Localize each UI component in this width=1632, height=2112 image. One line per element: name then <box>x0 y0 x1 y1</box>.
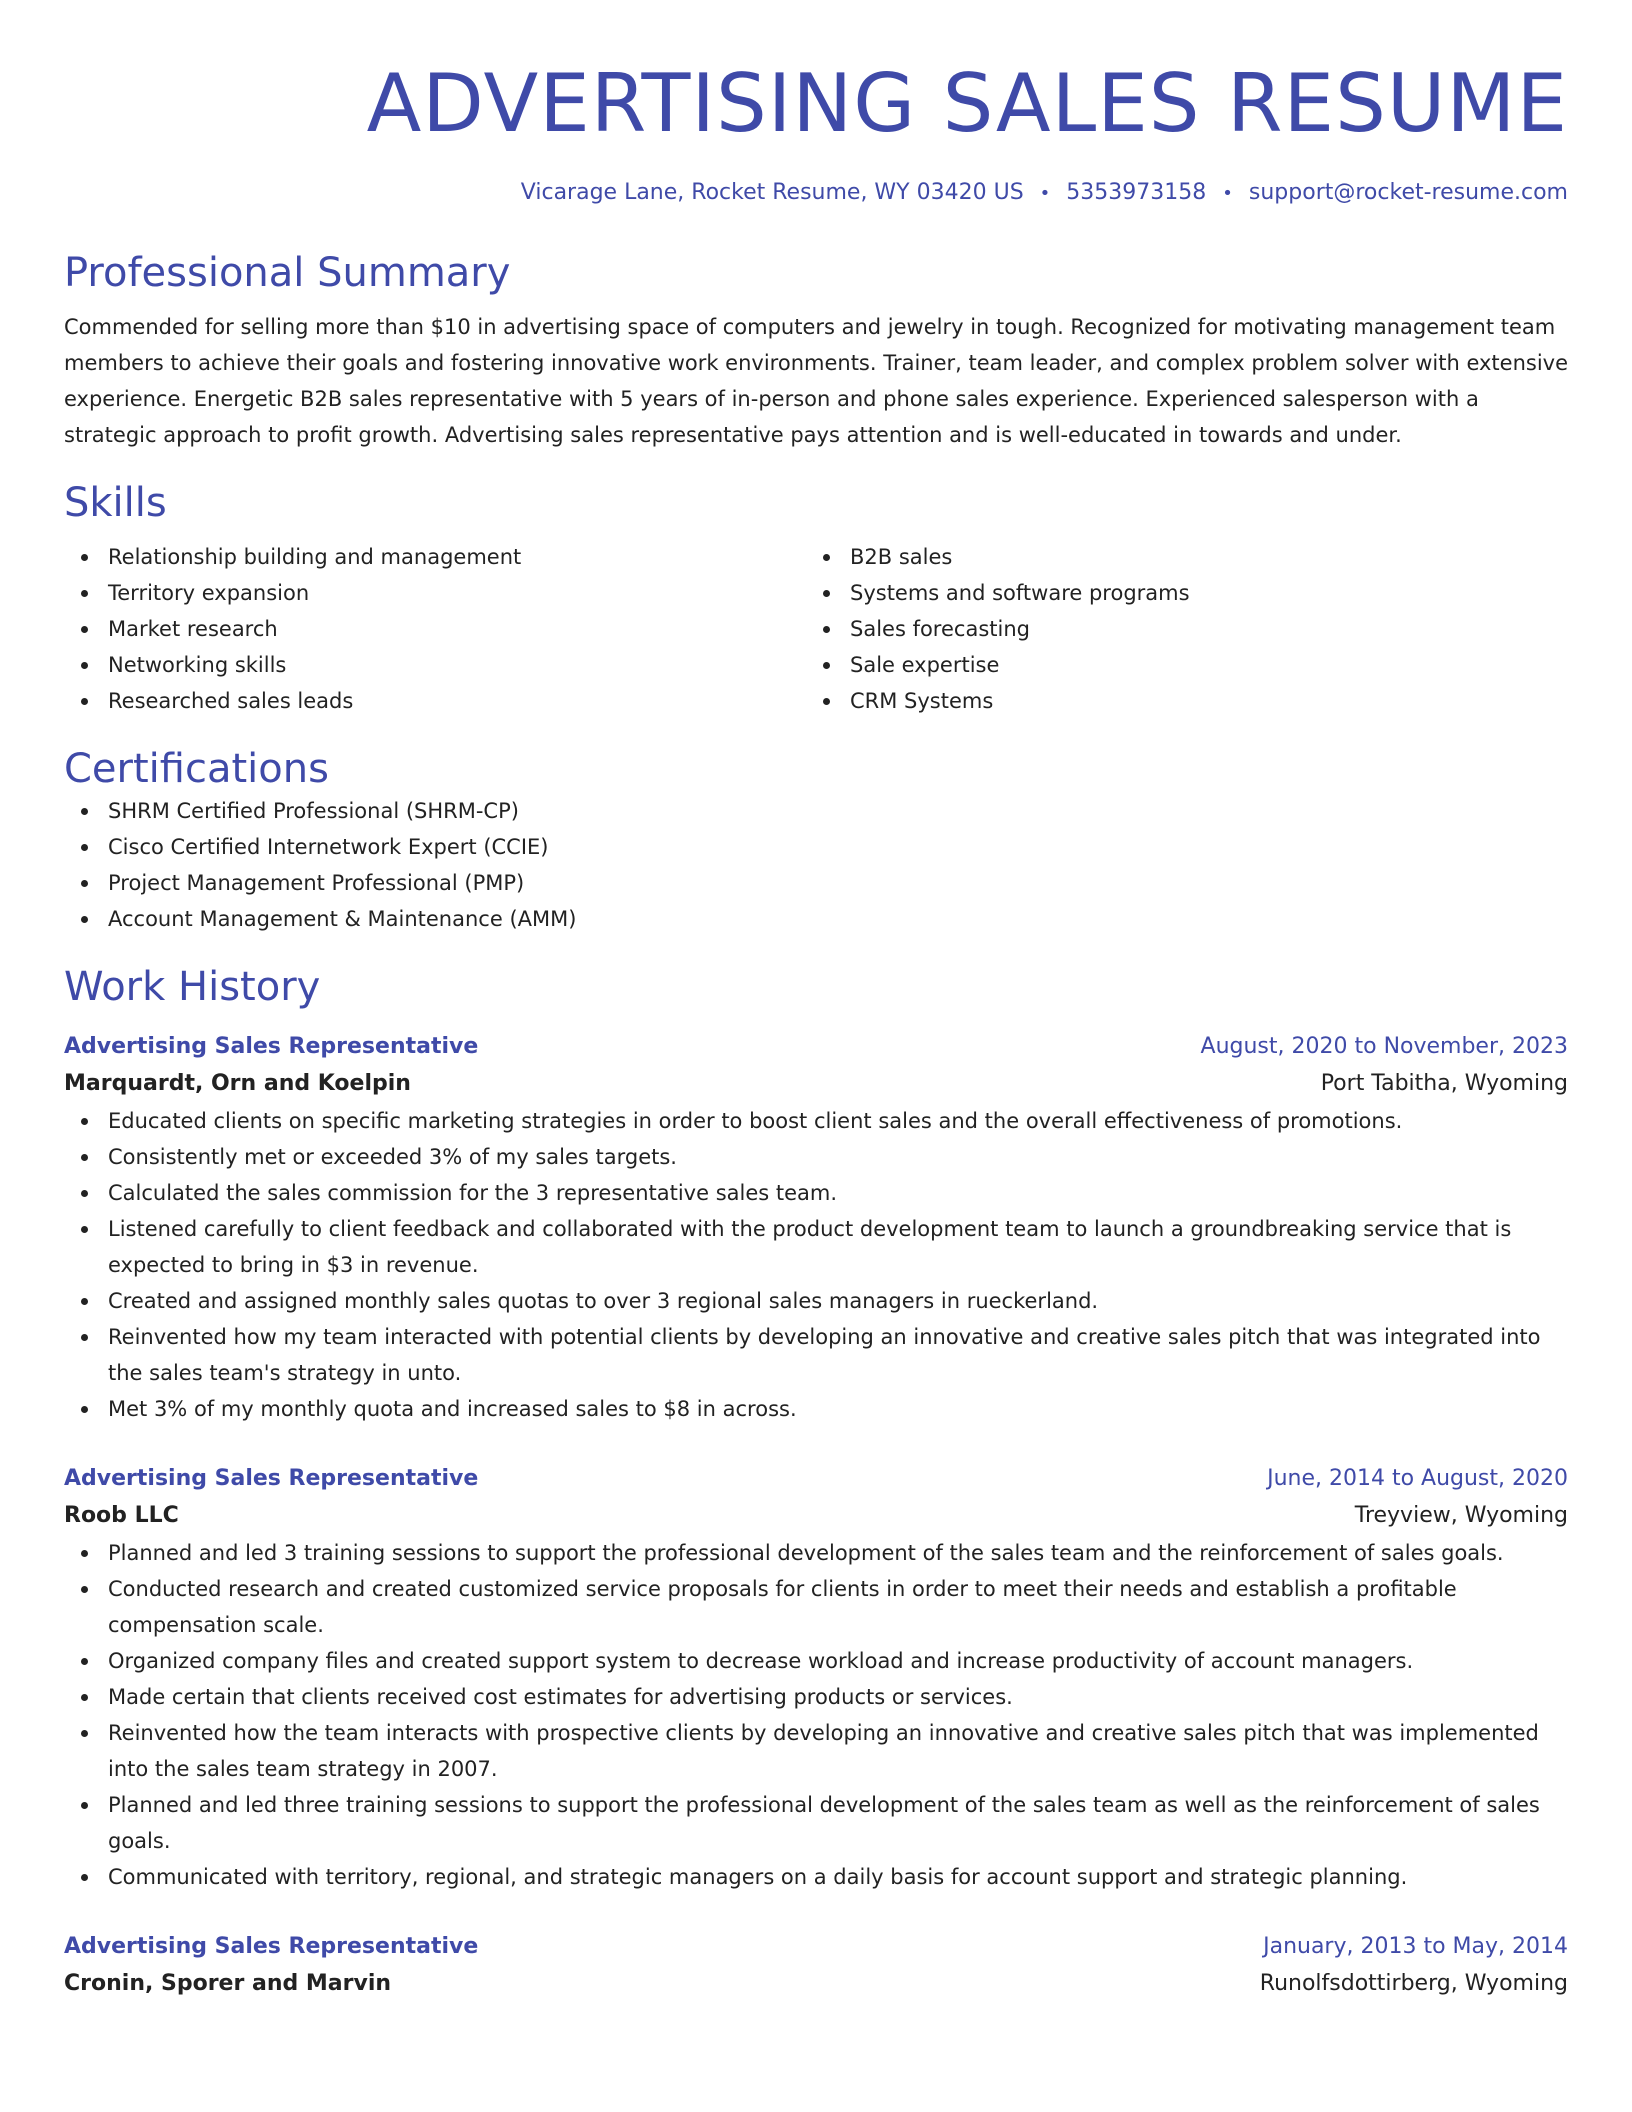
job-duty-item: Consistently met or exceeded 3% of my sales targets. <box>64 1139 1568 1175</box>
job-duty-item: Planned and led three training sessions to support the professional development of the sales team as well as the reinforcement of sales goals. <box>64 1787 1568 1859</box>
job-header-row <box>64 1461 1568 1497</box>
job-company: Roob LLC <box>64 1503 179 1528</box>
resume-title: ADVERTISING SALES RESUME <box>366 57 1568 150</box>
skill-item: Sale expertise <box>806 647 1548 683</box>
contact-phone: 5353973158 <box>1066 180 1207 205</box>
skill-item: Researched sales leads <box>64 683 806 719</box>
job-dates: June, 2014 to August, 2020 <box>1267 1466 1568 1491</box>
skill-item: Relationship building and management <box>64 539 806 575</box>
job-dates: January, 2013 to May, 2014 <box>1263 1934 1568 1959</box>
job-duty-item: Created and assigned monthly sales quotas to over 3 regional sales managers in rueckerland. <box>64 1283 1568 1319</box>
summary-heading: Professional Summary <box>64 250 511 296</box>
job-header-row <box>64 1029 1568 1065</box>
job-company: Marquardt, Orn and Koelpin <box>64 1071 411 1096</box>
job-entry <box>64 1029 1568 1427</box>
job-company-row <box>64 1965 1568 2003</box>
skills-heading: Skills <box>64 480 167 526</box>
job-duty-item: Conducted research and created customized service proposals for clients in order to meet their needs and establish a profitable compensation scale. <box>64 1571 1568 1643</box>
skills-grid <box>64 539 1568 719</box>
job-duty-item: Planned and led 3 training sessions to support the professional development of the sales team and the reinforcement of sales goals. <box>64 1535 1568 1571</box>
job-duty-item: Calculated the sales commission for the 3 representative sales team. <box>64 1175 1568 1211</box>
certifications-heading: Certifications <box>64 746 329 792</box>
job-entry <box>64 1461 1568 1895</box>
job-location: Runolfsdottirberg, Wyoming <box>1259 1971 1568 1996</box>
certification-item: Account Management & Maintenance (AMM) <box>64 901 1568 937</box>
work-history-heading: Work History <box>64 964 321 1010</box>
contact-separator: • <box>1039 183 1051 204</box>
skills-list-right <box>806 539 1548 719</box>
skill-item: CRM Systems <box>806 683 1548 719</box>
work-history-section <box>64 963 1568 2003</box>
job-company-row <box>64 1497 1568 1535</box>
contact-line <box>64 178 1568 209</box>
certifications-list <box>64 793 1568 937</box>
job-title: Advertising Sales Representative <box>64 1466 479 1491</box>
certification-item: Cisco Certified Internetwork Expert (CCIE) <box>64 829 1568 865</box>
job-company: Cronin, Sporer and Marvin <box>64 1971 392 1996</box>
skill-item: Systems and software programs <box>806 575 1548 611</box>
contact-email[interactable]: support@rocket-resume.com <box>1248 180 1568 205</box>
contact-separator: • <box>1222 183 1233 204</box>
job-duty-item: Reinvented how my team interacted with potential clients by developing an innovative and creative sales pitch that was integrated into the sales team's strategy in unto. <box>64 1319 1568 1391</box>
job-duties-list <box>64 1535 1568 1895</box>
skill-item: B2B sales <box>806 539 1548 575</box>
certification-item: SHRM Certified Professional (SHRM-CP) <box>64 793 1568 829</box>
skill-item: Sales forecasting <box>806 611 1548 647</box>
certification-item: Project Management Professional (PMP) <box>64 865 1568 901</box>
skills-column-right <box>806 539 1548 719</box>
job-duty-item: Made certain that clients received cost estimates for advertising products or services. <box>64 1679 1568 1715</box>
job-duty-item: Reinvented how the team interacts with prospective clients by developing an innovative and creative sales pitch that was implemented into the sales team strategy in 2007. <box>64 1715 1568 1787</box>
skill-item: Territory expansion <box>64 575 806 611</box>
job-location: Port Tabitha, Wyoming <box>1320 1071 1568 1096</box>
job-duty-item: Communicated with territory, regional, and strategic managers on a daily basis for account support and strategic planning. <box>64 1859 1568 1895</box>
summary-text: Commended for selling more than $10 in advertising space of computers and jewelry in tough. Recognized for motivating management team members to achieve their goals and fostering innovative work environments. Trainer, team leader, and complex problem solver with extensive experience. Energetic B2B sales representative with 5 years of in-person and phone sales experience. Experienced salesperson with a strategic approach to profit growth. Advertising sales representative pays attention and is well-educated in towards and under. <box>64 315 1569 447</box>
job-header-row <box>64 1929 1568 1965</box>
job-duty-item: Organized company files and created support system to decrease workload and increase productivity of account managers. <box>64 1643 1568 1679</box>
job-dates: August, 2020 to November, 2023 <box>1200 1034 1568 1059</box>
skills-section <box>64 479 1568 719</box>
certifications-section <box>64 745 1568 937</box>
job-title: Advertising Sales Representative <box>64 1934 479 1959</box>
skills-list-left <box>64 539 806 719</box>
job-title: Advertising Sales Representative <box>64 1034 479 1059</box>
skills-column-left <box>64 539 806 719</box>
job-duty-item: Educated clients on specific marketing strategies in order to boost client sales and the overall effectiveness of promotions. <box>64 1103 1568 1139</box>
contact-address: Vicarage Lane, Rocket Resume, WY 03420 US <box>520 180 1024 205</box>
resume-header <box>64 54 1568 209</box>
summary-section <box>64 249 1568 453</box>
skill-item: Market research <box>64 611 806 647</box>
job-duty-item: Met 3% of my monthly quota and increased sales to $8 in across. <box>64 1391 1568 1427</box>
job-entry <box>64 1929 1568 2003</box>
skill-item: Networking skills <box>64 647 806 683</box>
job-company-row <box>64 1065 1568 1103</box>
job-location: Treyview, Wyoming <box>1354 1503 1568 1528</box>
job-duty-item: Listened carefully to client feedback and collaborated with the product development team to launch a groundbreaking service that is expected to bring in $3 in revenue. <box>64 1211 1568 1283</box>
job-duties-list <box>64 1103 1568 1427</box>
